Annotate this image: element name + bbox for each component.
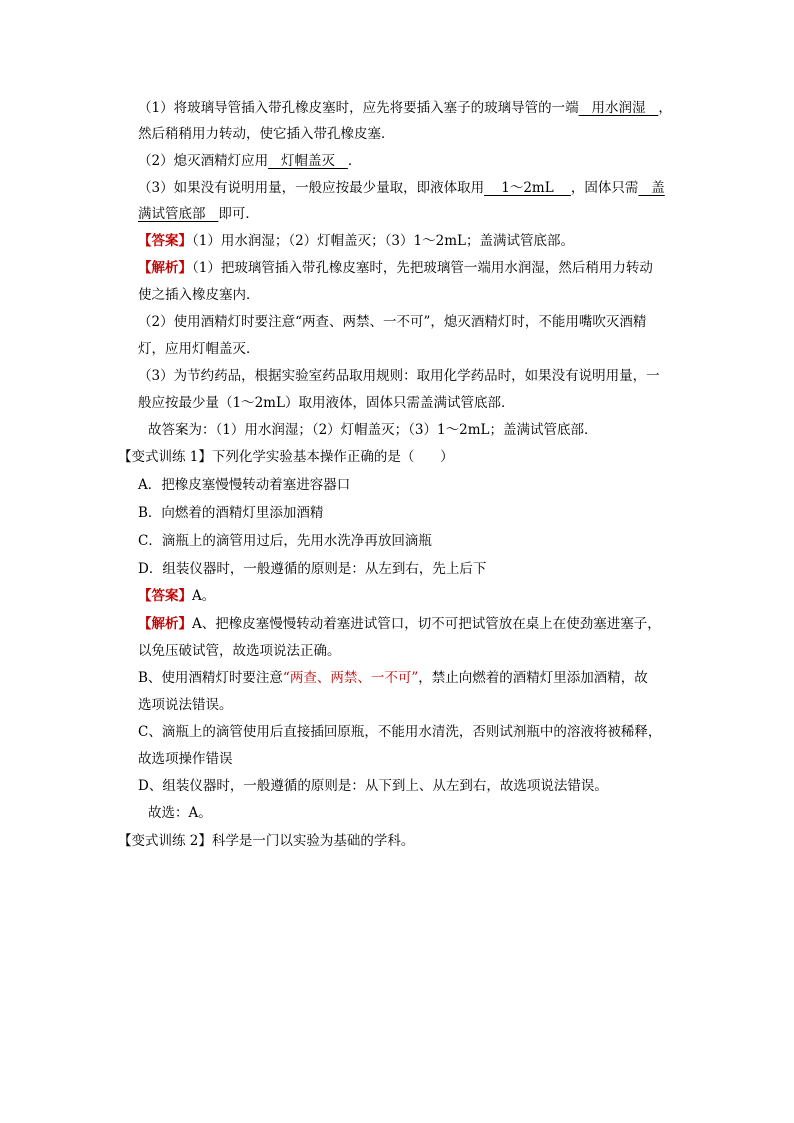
analysis-text: A、把橡皮塞慢慢转动着塞进试管口，切不可把试管放在桌上在使劲塞进塞子， — [192, 616, 661, 632]
question-part-1-line-2: 然后稍稍用力转动，使它插入带孔橡皮塞． — [138, 126, 395, 142]
question-text: （1）将玻璃导管插入带孔橡皮塞时，应先将要插入塞子的玻璃导管的一端 — [138, 100, 579, 116]
question-text: ， — [658, 100, 672, 116]
variant-1-analysis-b-line-2: 选项说法错误。 — [138, 697, 233, 713]
answer-line — [138, 232, 574, 250]
answer-label: 【答案】 — [138, 233, 192, 249]
variant-1-answer — [138, 587, 215, 605]
answer-blank: 满试管底部 — [138, 206, 219, 222]
answer-text: A。 — [192, 588, 216, 604]
analysis-text: （1）把玻璃管插入带孔橡皮塞时，先把玻璃管一端用水润湿，然后稍用力转动 — [192, 260, 653, 276]
analysis-text: B、使用酒精灯时要注意 — [138, 670, 283, 686]
answer-blank: 1～2mL — [484, 180, 571, 196]
variant-1-analysis-d-line: D、组装仪器时，一般遵循的原则是：从下到上、从左到右，故选项说法错误。 — [138, 778, 608, 794]
analysis-text: ，禁止向燃着的酒精灯里添加酒精，故 — [418, 670, 648, 686]
option-b: B．向燃着的酒精灯里添加酒精 — [138, 505, 324, 521]
option-c: C．滴瓶上的滴管用过后，先用水洗净再放回滴瓶 — [138, 533, 432, 549]
analysis-label: 【解析】 — [138, 260, 192, 276]
answer-blank: 用水润湿 — [578, 100, 659, 116]
variant-1-analysis-line-2: 以免压破试管，故选项说法正确。 — [138, 643, 341, 659]
question-text: （2）熄灭酒精灯应用 — [138, 153, 269, 169]
question-text: （3）如果没有说明用量，一般应按最少量取，即液体取用 — [138, 180, 485, 196]
question-text: ，固体只需 — [570, 180, 639, 196]
analysis-line-1 — [138, 259, 653, 277]
analysis-line-3: （2）使用酒精灯时要注意“两查、两禁、一不可”，熄灭酒精灯时，不能用嘴吹灭酒精 — [138, 314, 647, 330]
answer-blank: 盖 — [638, 180, 665, 196]
option-a: A．把橡皮塞慢慢转动着塞进容器口 — [138, 477, 351, 493]
question-text: ． — [347, 153, 362, 169]
variant-1-analysis-c-line-1: C、滴瓶上的滴管使用后直接插回原瓶，不能用水清洗，否则试剂瓶中的溶液将被稀释， — [138, 724, 662, 740]
question-text: 即可． — [218, 206, 259, 222]
question-part-3-line-1 — [138, 179, 665, 197]
analysis-conclusion: 故答案为：（1）用水润湿；（2）灯帽盖灭；（3）1～2mL；盖满试管底部． — [148, 422, 598, 438]
highlighted-text: “两查、两禁、一不可” — [282, 670, 419, 686]
variant-question-text: 科学是一门以实验为基础的学科。 — [211, 833, 415, 849]
analysis-line-2: 使之插入橡皮塞内． — [138, 287, 260, 303]
variant-2-question — [118, 832, 414, 850]
question-part-3-line-2 — [138, 205, 259, 223]
variant-1-analysis-c-line-2: 故选项操作错误 — [138, 751, 233, 767]
variant-label: 【变式训练 2】 — [118, 833, 212, 849]
answer-blank: 灯帽盖灭 — [268, 153, 348, 169]
variant-1-analysis-b-line-1 — [138, 669, 648, 687]
variant-1-question — [118, 448, 454, 466]
option-d: D．组装仪器时，一般遵循的原则是：从左到右，先上后下 — [138, 561, 487, 577]
variant-question-text: 下列化学实验基本操作正确的是（ ） — [211, 449, 454, 465]
variant-1-analysis-line-1 — [138, 615, 661, 633]
analysis-line-6: 般应按最少量（1～2mL）取用液体，固体只需盖满试管底部． — [138, 395, 515, 411]
analysis-line-5: （3）为节约药品，根据实验室药品取用规则：取用化学药品时，如果没有说明用量，一 — [138, 368, 660, 384]
answer-label: 【答案】 — [138, 588, 192, 604]
question-part-1-line-1 — [138, 99, 672, 117]
answer-text: （1）用水润湿；（2）灯帽盖灭；（3）1～2mL；盖满试管底部。 — [192, 233, 574, 249]
analysis-line-4: 灯，应用灯帽盖灭． — [138, 341, 260, 357]
variant-label: 【变式训练 1】 — [118, 449, 212, 465]
question-part-2 — [138, 152, 361, 170]
variant-1-conclusion: 故选：A。 — [148, 805, 212, 821]
analysis-label: 【解析】 — [138, 616, 192, 632]
